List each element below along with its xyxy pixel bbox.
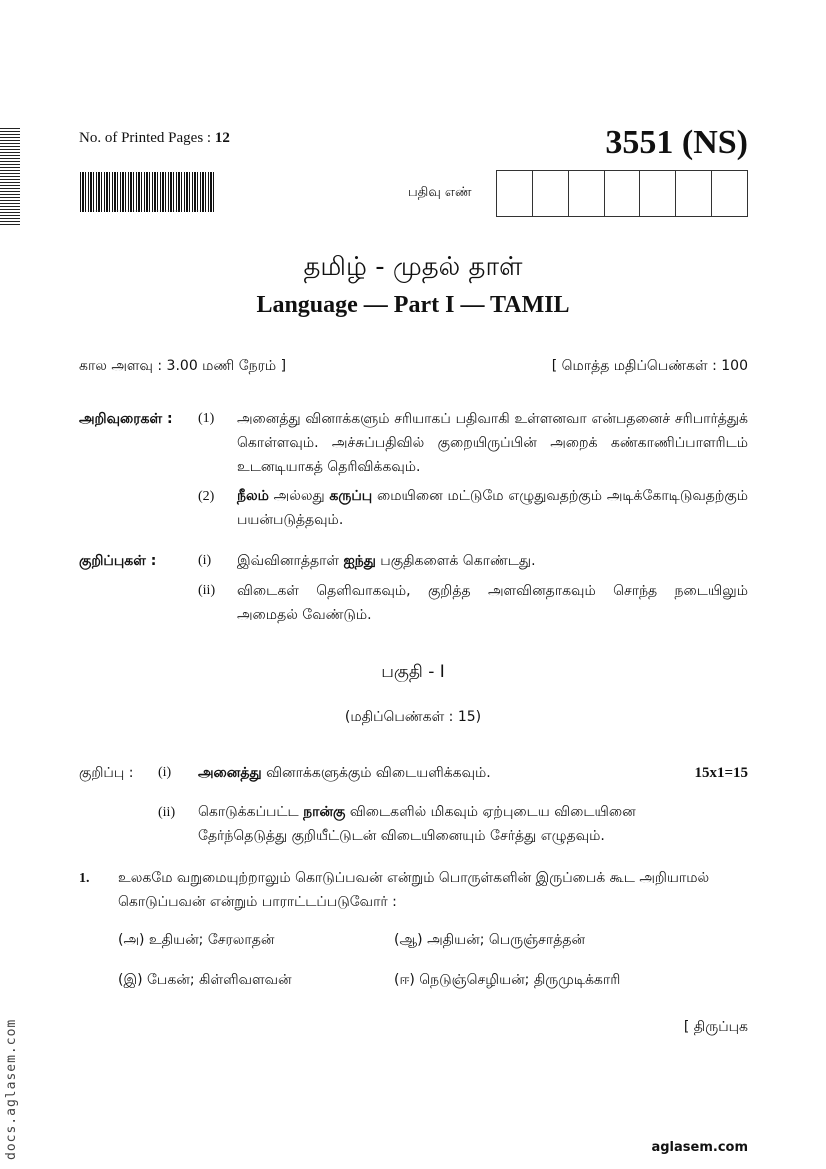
section-title: பகுதி - I (381, 662, 445, 682)
section-note-text: கொடுக்கப்பட்ட நான்கு விடைகளில் மிகவும் ஏற்புடைய விடையினை தேர்ந்தெடுத்து குறியீட்டுடன் விடையினையும் சேர்த்து எழுதவும். (198, 804, 636, 844)
instructions-label: அறிவுரைகள் : (79, 411, 173, 427)
instruction-text: அனைத்து வினாக்களும் சரியாகப் பதிவாகி உள்ளனவா என்பதனைச் சரிபார்த்துக் கொள்ளவும். அச்சுப்பதிவில் குறையிருப்பின் அறைக் கண்காணிப்பாளரிடம் உடனடியாகத் தெரிவிக்கவும். (237, 411, 748, 475)
note-text: இவ்வினாத்தாள் ஐந்து பகுதிகளைக் கொண்டது. (237, 553, 536, 569)
instruction-text: நீலம் அல்லது கருப்பு மையினை மட்டுமே எழுதுவதற்கும் அடிக்கோடிடுவதற்கும் பயன்படுத்தவும். (237, 488, 748, 528)
turn-over: [ திருப்புக (683, 1019, 748, 1035)
bold-word: கருப்பு (329, 488, 373, 504)
title-tamil: தமிழ் - முதல் தாள் (303, 252, 523, 282)
section-note-label: குறிப்பு : (79, 765, 134, 781)
instruction-num: (2) (198, 489, 215, 504)
reg-no-cell[interactable] (569, 171, 605, 216)
section-note-text: அனைத்து வினாக்களுக்கும் விடையளிக்கவும். (198, 765, 491, 781)
paper-code: 3551 (NS) (605, 124, 748, 161)
reg-no-cell[interactable] (497, 171, 533, 216)
barcode (80, 172, 214, 212)
option-b: (ஆ) அதியன்; பெருஞ்சாத்தன் (394, 932, 586, 948)
reg-no-cell[interactable] (676, 171, 712, 216)
note-num: (ii) (198, 583, 216, 598)
reg-no-cell[interactable] (605, 171, 641, 216)
question-number: 1. (79, 871, 90, 886)
section-score: 15x1=15 (694, 765, 748, 781)
instruction-num: (1) (198, 411, 215, 426)
note-text: விடைகள் தெளிவாகவும், குறித்த அளவினதாகவும் சொந்த நடையிலும் அமைதல் வேண்டும். (237, 583, 748, 623)
option-a: (அ) உதியன்; சேரலாதன் (118, 932, 275, 948)
question-text: உலகமே வறுமையுற்றாலும் கொடுப்பவன் என்றும் பொருள்களின் இருப்பைக் கூட அறியாமல் கொடுப்பவன் என்றும் பாராட்டப்படுவோர் : (118, 870, 710, 910)
section-note-num: (i) (158, 765, 172, 780)
reg-no-cell[interactable] (712, 171, 747, 216)
section-marks: (மதிப்பெண்கள் : 15) (344, 709, 482, 725)
total-marks: [ மொத்த மதிப்பெண்கள் : 100 (551, 358, 748, 374)
title-english: Language — Part I — TAMIL (256, 292, 570, 318)
option-c: (இ) பேகன்; கிள்ளிவளவன் (118, 972, 292, 988)
bold-word: நீலம் (237, 488, 269, 504)
brand-footer: aglasem.com (651, 1140, 748, 1155)
reg-no-cell[interactable] (533, 171, 569, 216)
reg-no-boxes[interactable] (496, 170, 748, 217)
time-allowed: கால அளவு : 3.00 மணி நேரம் ] (79, 358, 287, 374)
side-watermark: docs.aglasem.com (4, 1018, 19, 1160)
printed-pages: No. of Printed Pages : 12 (79, 130, 230, 146)
notes-label: குறிப்புகள் : (79, 553, 157, 569)
side-barcode (0, 128, 20, 226)
reg-no-cell[interactable] (640, 171, 676, 216)
note-num: (i) (198, 553, 212, 568)
reg-no-label: பதிவு எண் (408, 185, 472, 200)
option-d: (ஈ) நெடுஞ்செழியன்; திருமுடிக்காரி (394, 972, 621, 988)
section-note-num: (ii) (158, 805, 176, 820)
